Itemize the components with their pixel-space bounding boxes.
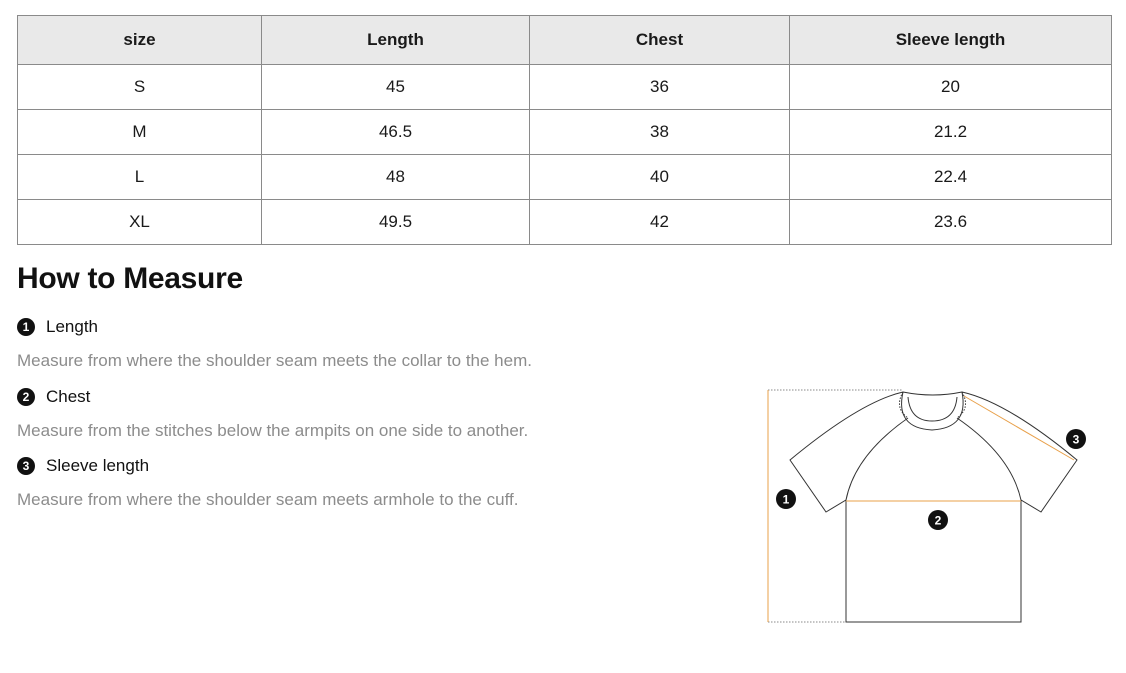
cell-chest: 38 [530,110,790,155]
cell-length: 49.5 [262,200,530,245]
svg-text:1: 1 [782,492,790,507]
table-row [18,65,1112,110]
marker-2 [928,510,948,530]
table-row [18,155,1112,200]
step-label: Length [46,317,98,336]
header-sleeve-length: Sleeve length [790,16,1112,65]
header-size: size [18,16,262,65]
step-description: Measure from where the shoulder seam meets the collar to the hem. [17,351,532,370]
cell-chest: 36 [530,65,790,110]
how-to-measure-heading: How to Measure [17,262,243,295]
header-length: Length [262,16,530,65]
svg-text:3: 3 [1072,432,1080,447]
step-chest [17,387,90,407]
step-length [17,317,98,337]
cell-sleeve-length: 23.6 [790,200,1112,245]
cell-length: 48 [262,155,530,200]
cell-sleeve-length: 22.4 [790,155,1112,200]
cell-length: 46.5 [262,110,530,155]
step-sleeve-length [17,456,149,476]
step-description: Measure from where the shoulder seam meets armhole to the cuff. [17,490,519,509]
tshirt-measurement-diagram [760,380,1090,630]
step-label: Sleeve length [46,456,150,475]
cell-chest: 40 [530,155,790,200]
cell-sleeve-length: 21.2 [790,110,1112,155]
cell-size: M [18,110,262,155]
step-label: Chest [46,387,91,406]
size-chart-table [17,15,1112,245]
cell-size: L [18,155,262,200]
cell-length: 45 [262,65,530,110]
step-number-badge: 1 [17,318,35,336]
cell-chest: 42 [530,200,790,245]
table-row [18,110,1112,155]
header-chest: Chest [530,16,790,65]
step-number-badge: 2 [17,388,35,406]
svg-text:2: 2 [934,513,942,528]
cell-sleeve-length: 20 [790,65,1112,110]
step-number-badge: 3 [17,457,35,475]
marker-1 [776,489,796,509]
table-row [18,200,1112,245]
cell-size: S [18,65,262,110]
marker-3 [1066,429,1086,449]
tshirt-outline-icon [790,392,1077,622]
cell-size: XL [18,200,262,245]
step-description: Measure from the stitches below the armpits on one side to another. [17,421,529,440]
table-header-row [18,16,1112,65]
